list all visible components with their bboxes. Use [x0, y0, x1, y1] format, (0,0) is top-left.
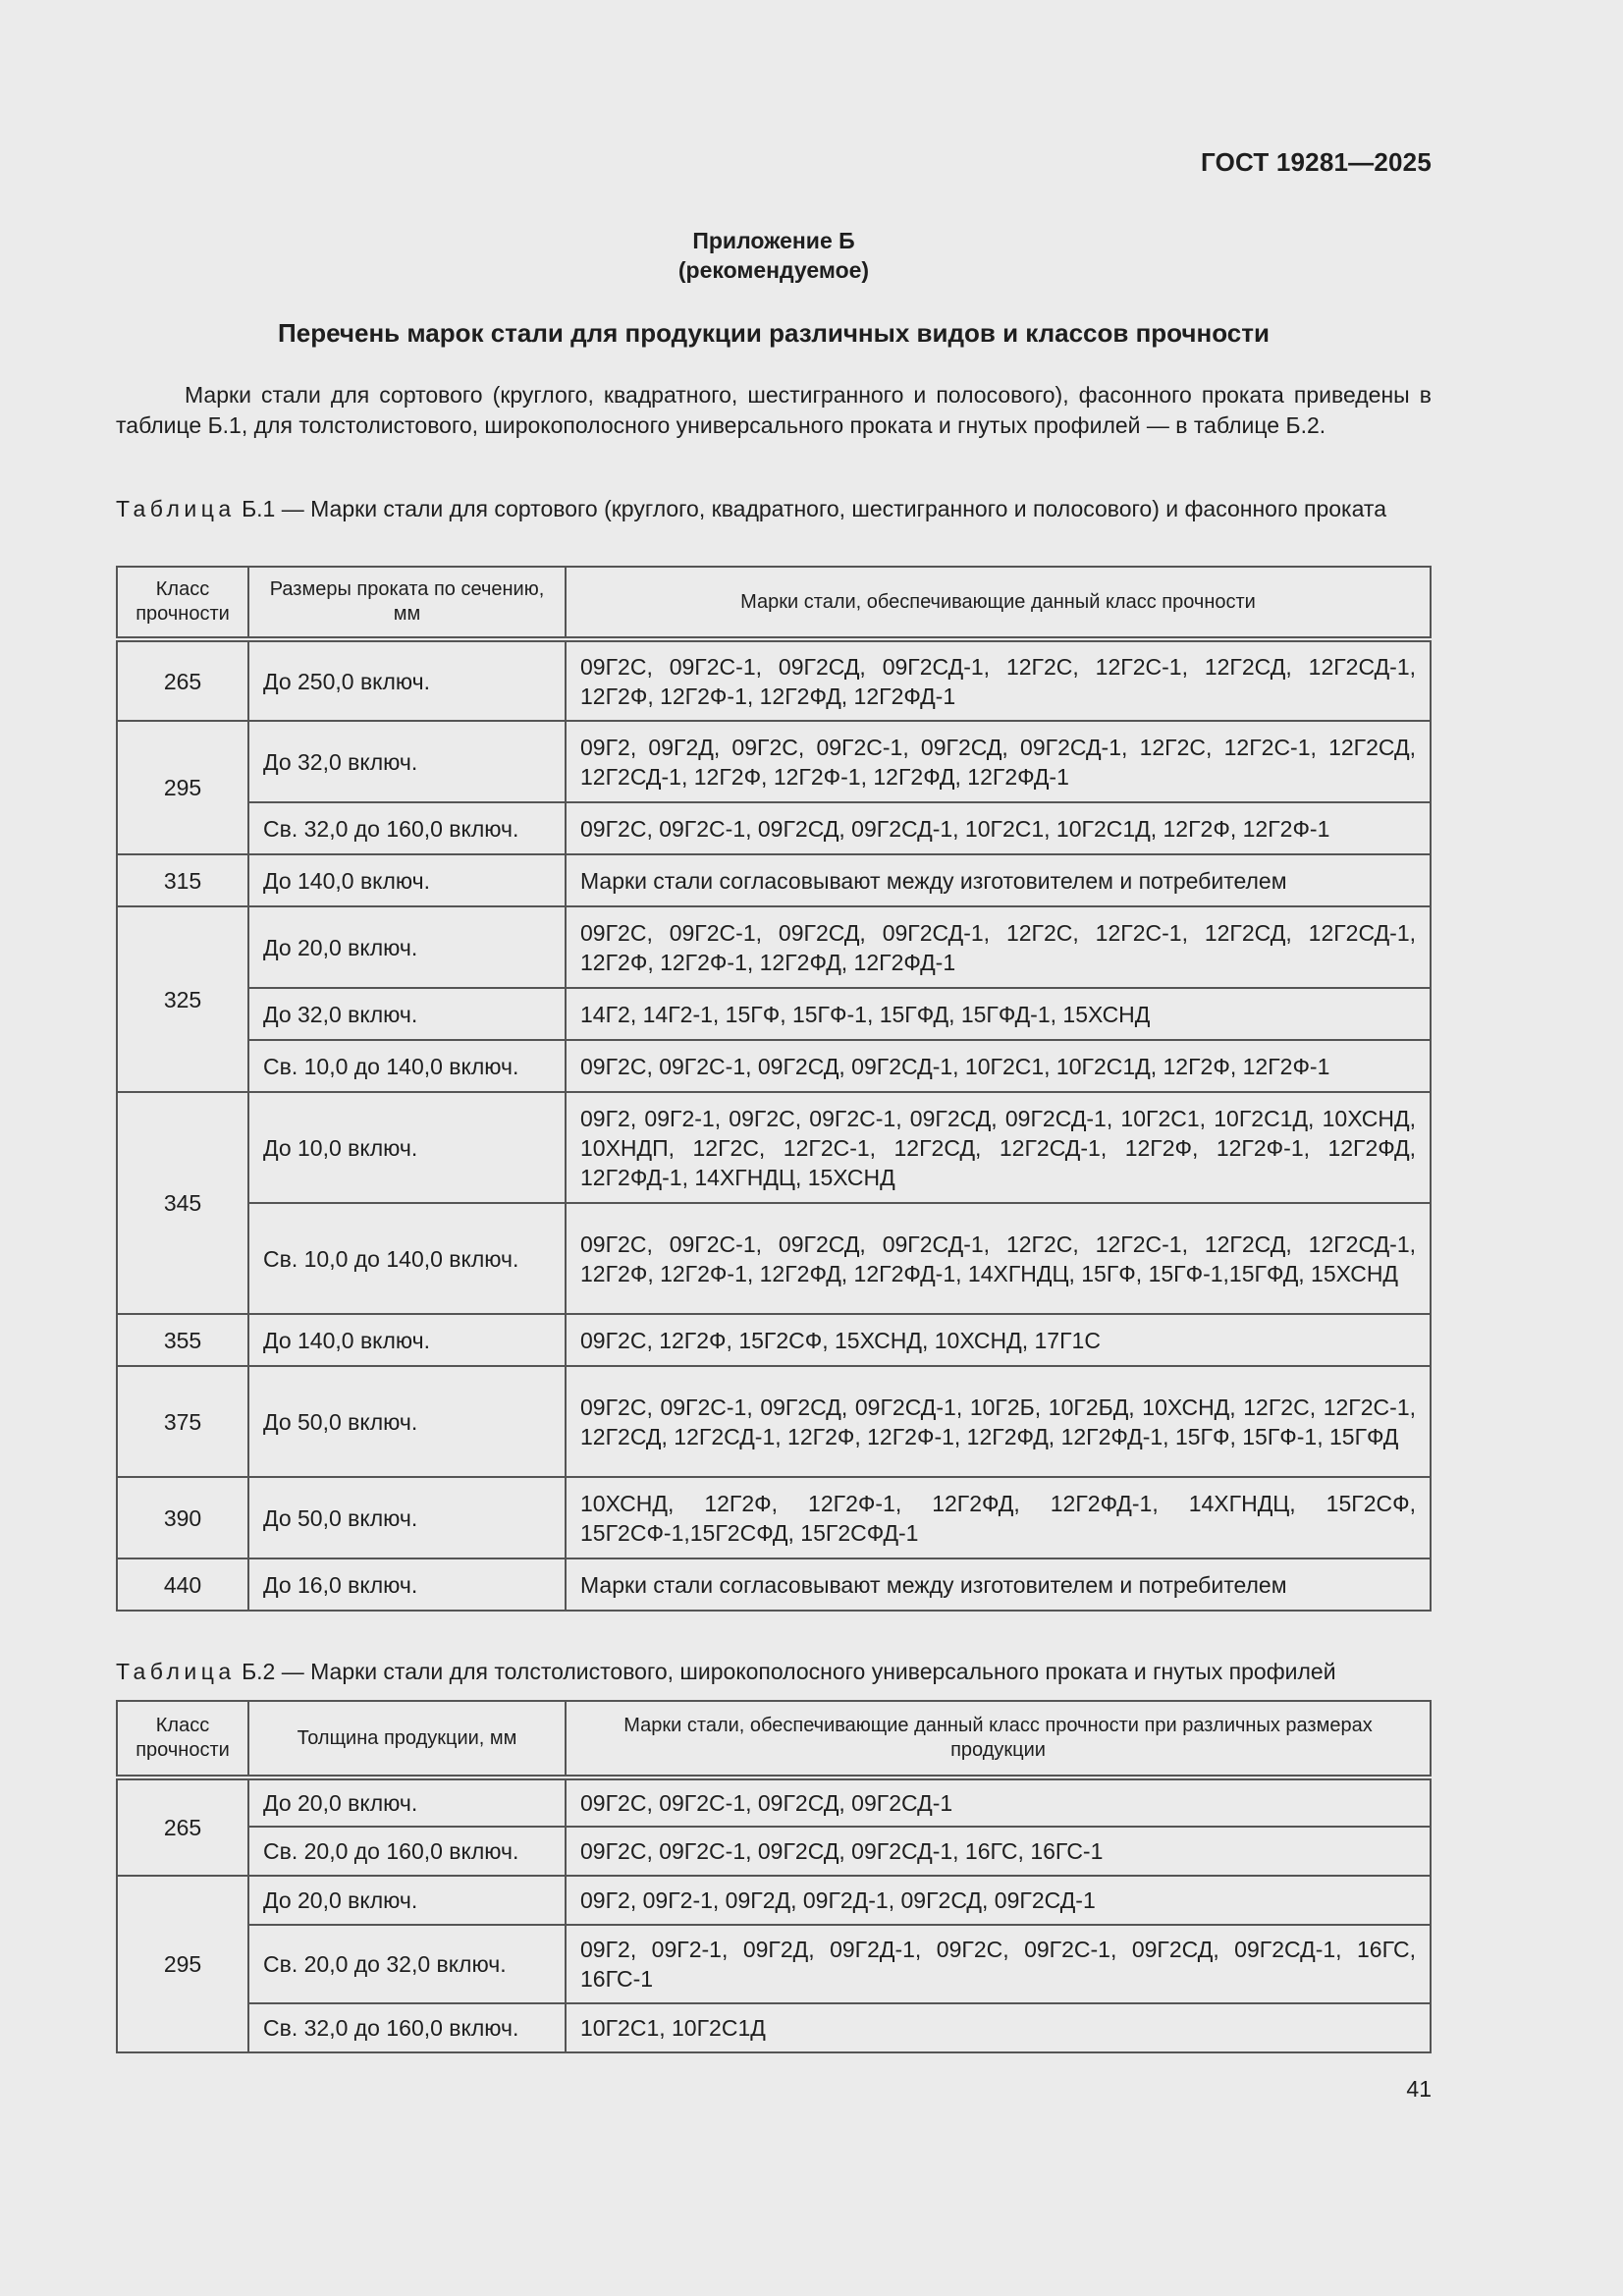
table-header-row [117, 1701, 1431, 1777]
strength-class-cell: 325 [117, 906, 248, 1092]
table-row [117, 1203, 1431, 1314]
header-grades: Марки стали, обеспечивающие данный класс прочности [566, 567, 1431, 639]
size-cell: До 20,0 включ. [248, 906, 566, 988]
size-cell: Св. 10,0 до 140,0 включ. [248, 1203, 566, 1314]
header-class: Класс прочности [117, 567, 248, 639]
table-row [117, 802, 1431, 854]
strength-class-cell: 375 [117, 1366, 248, 1477]
strength-class-cell: 315 [117, 854, 248, 906]
strength-class-cell: 295 [117, 1876, 248, 2052]
strength-class-cell: 355 [117, 1314, 248, 1366]
steel-grades-cell: 09Г2С, 09Г2С-1, 09Г2СД, 09Г2СД-1, 10Г2С1, 10Г2С1Д, 12Г2Ф, 12Г2Ф-1 [566, 802, 1431, 854]
table2-caption-word: Таблица [116, 1659, 236, 1684]
table-row [117, 988, 1431, 1040]
strength-class-cell: 265 [117, 1777, 248, 1876]
document-number: ГОСТ 19281—2025 [1201, 147, 1432, 177]
strength-class-cell: 265 [117, 639, 248, 721]
table-row [117, 1366, 1431, 1477]
table-row [117, 639, 1431, 721]
strength-class-cell: 390 [117, 1477, 248, 1558]
table-b2 [116, 1700, 1432, 2053]
document-page [116, 0, 1432, 2296]
steel-grades-cell: 09Г2, 09Г2-1, 09Г2Д, 09Г2Д-1, 09Г2СД, 09Г2СД-1 [566, 1876, 1431, 1925]
steel-grades-cell: 09Г2С, 09Г2С-1, 09Г2СД, 09Г2СД-1, 10Г2Б, 10Г2БД, 10ХСНД, 12Г2С, 12Г2С-1, 12Г2СД, 12Г2СД-1, 12Г2Ф, 12Г2Ф-1, 12Г2ФД, 12Г2ФД-1, 15ГФ, 15ГФ-1, 15ГФД [566, 1366, 1431, 1477]
steel-grades-cell: 09Г2, 09Г2Д, 09Г2С, 09Г2С-1, 09Г2СД, 09Г2СД-1, 12Г2С, 12Г2С-1, 12Г2СД, 12Г2СД-1, 12Г2Ф, 12Г2Ф-1, 12Г2ФД, 12Г2ФД-1 [566, 721, 1431, 802]
size-cell: До 32,0 включ. [248, 721, 566, 802]
table2-caption [116, 1657, 1432, 1686]
size-cell: Св. 10,0 до 140,0 включ. [248, 1040, 566, 1092]
header-class: Класс прочности [117, 1701, 248, 1777]
size-cell: Св. 32,0 до 160,0 включ. [248, 802, 566, 854]
header-size: Размеры проката по сечению, мм [248, 567, 566, 639]
size-cell: До 140,0 включ. [248, 1314, 566, 1366]
steel-grades-cell: 10ХСНД, 12Г2Ф, 12Г2Ф-1, 12Г2ФД, 12Г2ФД-1, 14ХГНДЦ, 15Г2СФ, 15Г2СФ-1,15Г2СФД, 15Г2СФД-1 [566, 1477, 1431, 1558]
steel-grades-cell: Марки стали согласовывают между изготовителем и потребителем [566, 1558, 1431, 1611]
size-cell: До 20,0 включ. [248, 1876, 566, 1925]
table-row [117, 1040, 1431, 1092]
table-row [117, 1477, 1431, 1558]
steel-grades-cell: 09Г2С, 09Г2С-1, 09Г2СД, 09Г2СД-1, 12Г2С, 12Г2С-1, 12Г2СД, 12Г2СД-1, 12Г2Ф, 12Г2Ф-1, 12Г2ФД, 12Г2ФД-1 [566, 639, 1431, 721]
table-row [117, 1925, 1431, 2003]
table-row [117, 1092, 1431, 1203]
appendix-label: Приложение Б [692, 228, 855, 253]
table-row [117, 854, 1431, 906]
size-cell: До 20,0 включ. [248, 1777, 566, 1827]
steel-grades-cell: 14Г2, 14Г2-1, 15ГФ, 15ГФ-1, 15ГФД, 15ГФД-1, 15ХСНД [566, 988, 1431, 1040]
table-row [117, 1558, 1431, 1611]
table1-caption-word: Таблица [116, 496, 236, 521]
size-cell: До 140,0 включ. [248, 854, 566, 906]
size-cell: Св. 20,0 до 160,0 включ. [248, 1827, 566, 1876]
strength-class-cell: 345 [117, 1092, 248, 1314]
table2-caption-text: Б.2 — Марки стали для толстолистового, широкополосного универсального проката и гнутых профилей [235, 1659, 1336, 1684]
intro-paragraph: Марки стали для сортового (круглого, квадратного, шестигранного и полосового), фасонного проката приведены в таблице Б.1, для толстолистового, широкополосного универсального проката и гнутых профилей — в таблице Б.2. [116, 382, 1432, 438]
appendix-status: (рекомендуемое) [677, 257, 870, 283]
size-cell: До 16,0 включ. [248, 1558, 566, 1611]
table-row [117, 1314, 1431, 1366]
table-header-row [117, 567, 1431, 639]
table-row [117, 2003, 1431, 2052]
steel-grades-cell: 09Г2С, 09Г2С-1, 09Г2СД, 09Г2СД-1, 10Г2С1, 10Г2С1Д, 12Г2Ф, 12Г2Ф-1 [566, 1040, 1431, 1092]
table1-caption-text: Б.1 — Марки стали для сортового (круглого, квадратного, шестигранного и полосового) и фасонного проката [235, 496, 1386, 521]
table-row [117, 1876, 1431, 1925]
table-row [117, 906, 1431, 988]
appendix-title [116, 226, 1432, 285]
table-row [117, 1777, 1431, 1827]
steel-grades-cell: Марки стали согласовывают между изготовителем и потребителем [566, 854, 1431, 906]
steel-grades-cell: 09Г2С, 09Г2С-1, 09Г2СД, 09Г2СД-1, 12Г2С, 12Г2С-1, 12Г2СД, 12Г2СД-1, 12Г2Ф, 12Г2Ф-1, 12Г2ФД, 12Г2ФД-1, 14ХГНДЦ, 15ГФ, 15ГФ-1,15ГФД, 15ХСНД [566, 1203, 1431, 1314]
page-number: 41 [1406, 2076, 1432, 2102]
steel-grades-cell: 09Г2, 09Г2-1, 09Г2С, 09Г2С-1, 09Г2СД, 09Г2СД-1, 10Г2С1, 10Г2С1Д, 10ХСНД, 10ХНДП, 12Г2С, 12Г2С-1, 12Г2СД, 12Г2СД-1, 12Г2Ф, 12Г2Ф-1, 12Г2ФД, 12Г2ФД-1, 14ХГНДЦ, 15ХСНД [566, 1092, 1431, 1203]
strength-class-cell: 295 [117, 721, 248, 854]
header-grades: Марки стали, обеспечивающие данный класс прочности при различных размерах продукции [566, 1701, 1431, 1777]
steel-grades-cell: 09Г2, 09Г2-1, 09Г2Д, 09Г2Д-1, 09Г2С, 09Г2С-1, 09Г2СД, 09Г2СД-1, 16ГС, 16ГС-1 [566, 1925, 1431, 2003]
size-cell: До 32,0 включ. [248, 988, 566, 1040]
steel-grades-cell: 09Г2С, 09Г2С-1, 09Г2СД, 09Г2СД-1, 12Г2С, 12Г2С-1, 12Г2СД, 12Г2СД-1, 12Г2Ф, 12Г2Ф-1, 12Г2ФД, 12Г2ФД-1 [566, 906, 1431, 988]
steel-grades-cell: 10Г2С1, 10Г2С1Д [566, 2003, 1431, 2052]
steel-grades-cell: 09Г2С, 12Г2Ф, 15Г2СФ, 15ХСНД, 10ХСНД, 17Г1С [566, 1314, 1431, 1366]
size-cell: До 50,0 включ. [248, 1477, 566, 1558]
size-cell: Св. 32,0 до 160,0 включ. [248, 2003, 566, 2052]
size-cell: До 250,0 включ. [248, 639, 566, 721]
section-title: Перечень марок стали для продукции различных видов и классов прочности [278, 318, 1270, 348]
steel-grades-cell: 09Г2С, 09Г2С-1, 09Г2СД, 09Г2СД-1 [566, 1777, 1431, 1827]
strength-class-cell: 440 [117, 1558, 248, 1611]
size-cell: До 50,0 включ. [248, 1366, 566, 1477]
size-cell: До 10,0 включ. [248, 1092, 566, 1203]
table-b1 [116, 566, 1432, 1612]
table-row [117, 1827, 1431, 1876]
table-row [117, 721, 1431, 802]
table1-caption [116, 494, 1432, 523]
size-cell: Св. 20,0 до 32,0 включ. [248, 1925, 566, 2003]
steel-grades-cell: 09Г2С, 09Г2С-1, 09Г2СД, 09Г2СД-1, 16ГС, 16ГС-1 [566, 1827, 1431, 1876]
header-thickness: Толщина продукции, мм [248, 1701, 566, 1777]
